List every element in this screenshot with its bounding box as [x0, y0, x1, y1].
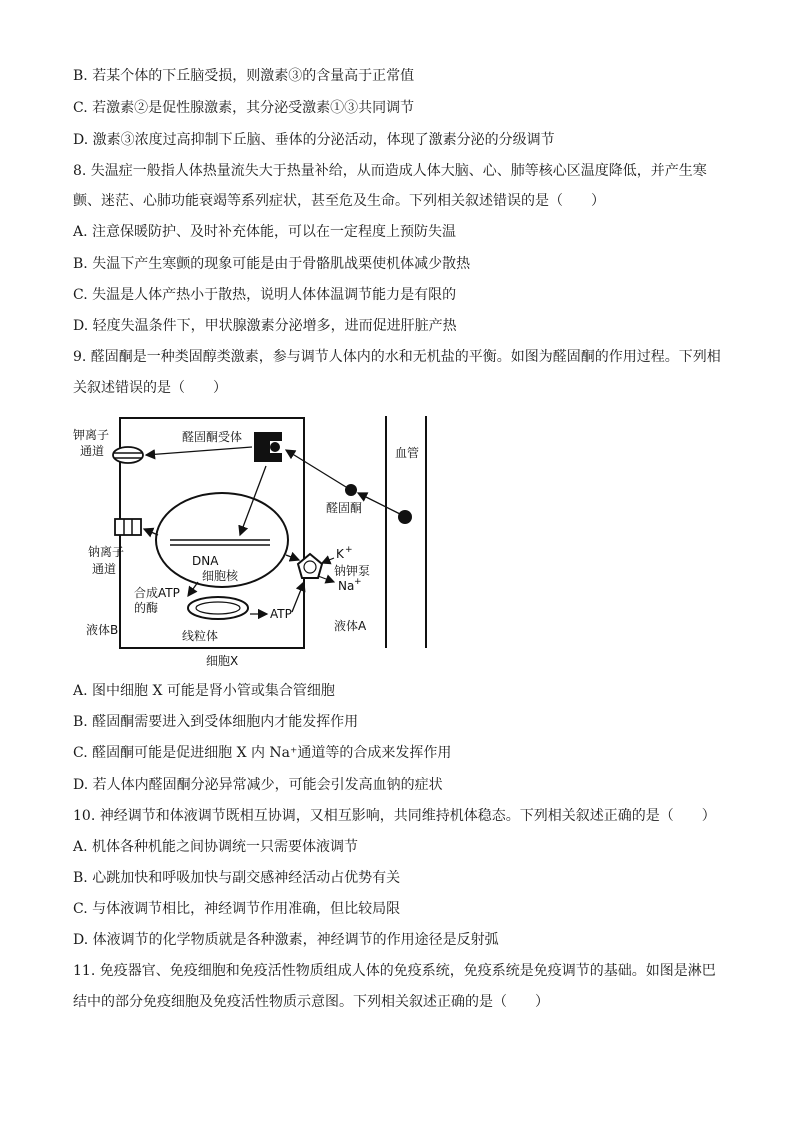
- q10-option-d: D. 体液调节的化学物质就是各种激素，神经调节的作用途径是反射弧: [73, 932, 499, 948]
- q10-option-c: C. 与体液调节相比，神经调节作用准确，但比较局限: [73, 901, 401, 917]
- label-cell-x: 细胞X: [206, 654, 239, 668]
- q9-option-a: A. 图中细胞 X 可能是肾小管或集合管细胞: [73, 683, 335, 699]
- label-receptor: 醛固酮受体: [182, 430, 243, 444]
- label-pump: 钠钾泵: [334, 564, 371, 578]
- q7-option-c: C. 若激素②是促性腺激素，其分泌受激素①③共同调节: [73, 100, 415, 116]
- label-fluid-b: 液体B: [86, 623, 119, 637]
- label-atp: ATP: [270, 607, 292, 621]
- q9-stem-line2: 关叙述错误的是（ ）: [73, 380, 227, 396]
- label-mitochondria: 线粒体: [182, 629, 219, 643]
- aldosterone-molecule-1: [345, 484, 357, 496]
- arrow-na-ion-out: [318, 576, 334, 582]
- label-atp-enzyme-1: 合成ATP: [134, 586, 180, 600]
- arrow-vessel-to-molecule: [358, 493, 400, 514]
- label-k-channel-suffix: 通道: [80, 444, 105, 458]
- label-k-channel: 钾离子: [73, 428, 110, 442]
- label-na-channel: 钠离子: [88, 545, 125, 559]
- q8-option-b: B. 失温下产生寒颤的现象可能是由于骨骼肌战栗使机体减少散热: [73, 256, 471, 272]
- label-vessel: 血管: [395, 446, 420, 460]
- arrow-nucleus-to-atp-enzyme: [188, 582, 198, 596]
- label-nucleus: 细胞核: [202, 569, 239, 583]
- q8-option-d: D. 轻度失温条件下，甲状腺激素分泌增多，进而促进肝脏产热: [73, 318, 457, 334]
- q9-option-d: D. 若人体内醛固酮分泌异常减少，可能会引发高血钠的症状: [73, 777, 443, 793]
- aldosterone-molecule-2: [398, 510, 412, 524]
- q8-option-a: A. 注意保暖防护、及时补充体能，可以在一定程度上预防失温: [73, 224, 457, 240]
- arrow-nucleus-to-pump: [286, 555, 299, 560]
- aldosterone-diagram: [70, 410, 440, 680]
- label-fluid-a: 液体A: [334, 619, 367, 633]
- label-na-channel-suffix: 通道: [92, 562, 117, 576]
- label-atp-enzyme-2: 的酶: [134, 601, 159, 615]
- k-channel: [113, 447, 143, 463]
- q10-stem: 10. 神经调节和体液调节既相互协调，又相互影响，共同维持机体稳态。下列相关叙述正确的是（ ）: [73, 808, 716, 824]
- q7-option-b: B. 若某个体的下丘脑受损，则激素③的含量高于正常值: [73, 68, 415, 84]
- label-na-ion-charge: +: [354, 577, 362, 587]
- label-k-ion-charge: +: [345, 545, 353, 555]
- q10-option-a: A. 机体各种机能之间协调统一只需要体液调节: [73, 839, 359, 855]
- arrow-k-ion-in: [322, 558, 334, 563]
- na-channel: [115, 519, 141, 535]
- arrow-molecule-to-receptor: [286, 450, 346, 487]
- arrow-atp-to-pump: [292, 582, 304, 612]
- receptor-bound-ligand: [270, 442, 280, 452]
- q9-stem-line1: 9. 醛固酮是一种类固醇类激素，参与调节人体内的水和无机盐的平衡。如图为醛固酮的作用过程。下列相: [73, 349, 721, 365]
- q9-option-b: B. 醛固酮需要进入到受体细胞内才能发挥作用: [73, 714, 359, 730]
- mitochondria-inner: [196, 602, 240, 614]
- q11-stem-line1: 11. 免疫器官、免疫细胞和免疫活性物质组成人体的免疫系统，免疫系统是免疫调节的基础。如图是淋巴: [73, 963, 716, 979]
- q11-stem-line2: 结中的部分免疫细胞及免疫活性物质示意图。下列相关叙述正确的是（ ）: [73, 994, 549, 1010]
- label-k-ion: K: [336, 547, 344, 561]
- label-dna: DNA: [192, 554, 219, 568]
- q7-option-d: D. 激素③浓度过高抑制下丘脑、垂体的分泌活动，体现了激素分泌的分级调节: [73, 132, 555, 148]
- na-k-pump: [298, 554, 322, 578]
- q9-option-c: C. 醛固酮可能是促进细胞 X 内 Na⁺通道等的合成来发挥作用: [73, 745, 452, 761]
- q8-stem-line1: 8. 失温症一般指人体热量流失大于热量补给，从而造成人体大脑、心、肺等核心区温度降低，并产生寒: [73, 163, 707, 179]
- arrow-receptor-to-k-channel: [146, 447, 252, 455]
- label-na-ion: Na: [338, 579, 355, 593]
- mitochondria: [188, 597, 248, 619]
- arrow-receptor-to-dna: [240, 466, 266, 535]
- q8-option-c: C. 失温是人体产热小于散热，说明人体体温调节能力是有限的: [73, 287, 457, 303]
- q8-stem-line2: 颤、迷茫、心肺功能衰竭等系列症状，甚至危及生命。下列相关叙述错误的是（ ）: [73, 193, 605, 209]
- label-aldosterone: 醛固酮: [326, 501, 363, 515]
- q10-option-b: B. 心跳加快和呼吸加快与副交感神经活动占优势有关: [73, 870, 401, 886]
